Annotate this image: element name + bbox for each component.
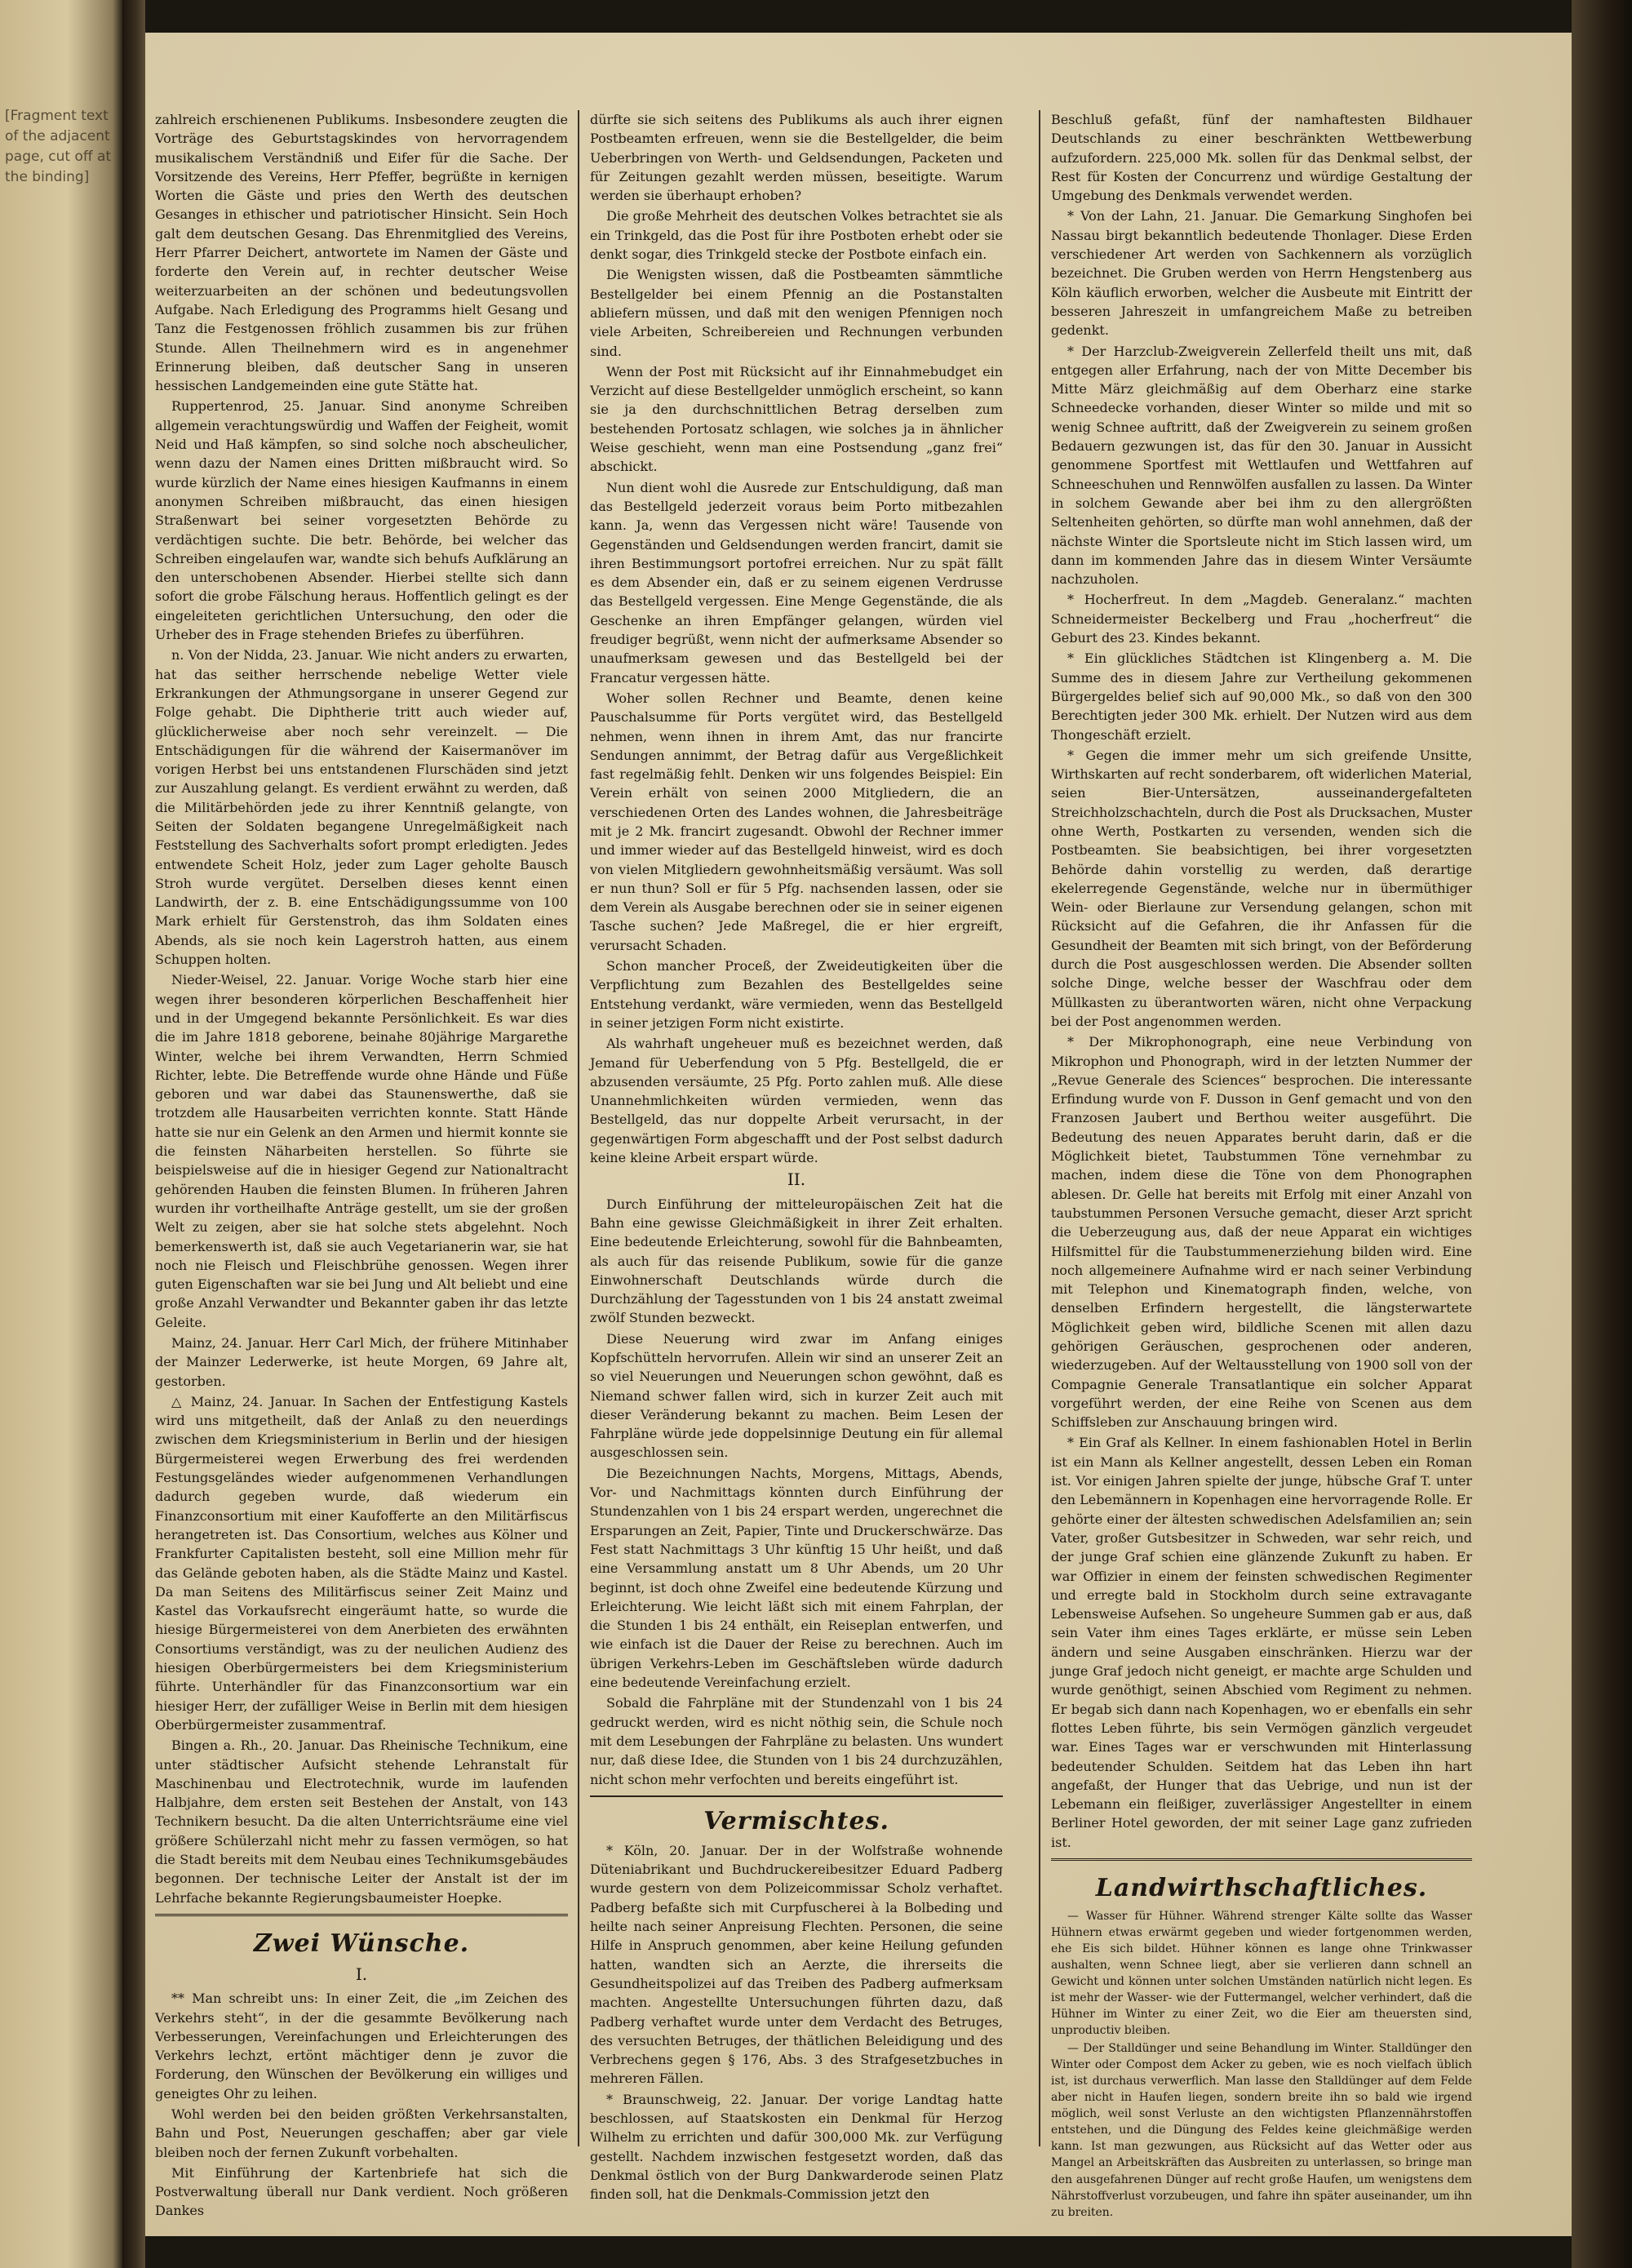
article-paragraph: * Ein glückliches Städtchen ist Klingenberg a. M. Die Summe des in diesem Jahre zur Vertheilung gekommenen Bürgergeldes belief sich auf 90,000 Mk., so daß von den 300 Berechtigten jeder 300 Mk. erhielt. Der Nutzen wird aus dem Thongeschäft erzielt. xyxy=(1051,650,1472,743)
article-paragraph: — Wasser für Hühner. Während strenger Kälte sollte das Wasser Hühnern etwas erwärmt gegeben und wieder fortgenommen werden, ehe Eis sich bildet. Hühner können es lange ohne Trinkwasser aushalten, wenn Schnee liegt, aber sie verlieren dann schnell an Gewicht und können unter solchen Umständen natürlich nicht legen. Es ist mehr der Wasser- wie der Futtermangel, welcher verhindert, daß die Hühner im Winter zu einer Zeit, wo die Eier am theuersten sind, unproductiv bleiben. xyxy=(1051,1910,1472,2038)
section-heading: Landwirthschaftliches. xyxy=(1095,1874,1428,1903)
article-paragraph: Schon mancher Proceß, der Zweideutigkeiten über die Verpflichtung zum Bezahlen des Bestellgeldes seine Entstehung verdankt, wäre vermieden, wenn das Bestellgeld in seiner jetzigen Form nicht existirte. xyxy=(590,958,1003,1031)
article-paragraph: * Von der Lahn, 21. Januar. Die Gemarkung Singhofen bei Nassau birgt bekanntlich bedeutende Thonlager. Diese Erden verschiedener Art werden von Sachkennern als vorzüglich bezeichnet. Die Gruben werden von Herrn Hengstenberg aus Köln käuflich erworben, welcher die Ausbeute mit Eintritt der besseren Jahreszeit in umfangreichem Maße zu betreiben gedenkt. xyxy=(1051,208,1472,339)
adjacent-page-fragment xyxy=(0,0,122,2268)
section-rule xyxy=(590,1795,1003,1797)
article-paragraph: Sobald die Fahrpläne mit der Stundenzahl von 1 bis 24 gedruckt werden, wird es nicht nöthig sein, die Schule noch mit dem Lesebungen der Fahrpläne zu belasten. Uns wundert nur, daß diese Idee, die Stunden von 1 bis 24 durchzuzählen, nicht schon mehr verfochten und bereits eingeführt ist. xyxy=(590,1695,1003,1787)
article-paragraph: * Der Mikrophonograph, eine neue Verbindung von Mikrophon und Phonograph, wird in der letzten Nummer der „Revue Generale des Sciences“ besprochen. Die interessante Erfindung wurde von F. Dusson in Genf gemacht und von den Franzosen Jaubert und Berthou weiter ausgeführt. Die Bedeutung des neuen Apparates beruht darin, daß er die Möglichkeit bietet, Taubstummen Töne vernehmbar zu machen, indem diese die Töne von dem Phonographen ablesen. Dr. Gelle hat bereits mit Erfolg mit einer Anzahl von taubstummen Personen Versuche gemacht, dieser Arzt spricht die Ueberzeugung aus, daß der neue Apparat ein wichtiges Hilfsmittel für die Taubstummenerziehung bilden wird. Eine noch allgemeinere Aufnahme wird er nach seiner Verbindung mit Telephon und Kinematograph finden, welche, von denselben Erfindern hergestellt, die längsterwartete Möglichkeit geben wird, bildliche Scenen mit allen dazu gehörigen Geräuschen, gesprochenen oder anderen, wiederzugeben. Auf der Weltausstellung von 1900 soll von der Compagnie Generale Transatlantique ein solcher Apparat vorgeführt werden, der eine Reihe von Scenen aus dem Schiffsleben zur Anschauung bringen wird. xyxy=(1051,1034,1472,1431)
article-paragraph: Wenn der Post mit Rücksicht auf ihr Einnahmebudget ein Verzicht auf diese Bestellgelder unmöglich erscheint, so kann sie ja den durchschnittlichen Betrag derselben zum bestehenden Portosatz schlagen, wie solches ja in ähnlicher Weise geschieht, wenn man eine Postsendung „ganz frei“ abschickt. xyxy=(590,363,1003,475)
article-paragraph: Wohl werden bei den beiden größten Verkehrsanstalten, Bahn und Post, Neuerungen geschaffen; aber gar viele bleiben noch der fernen Zukunft vorbehalten. xyxy=(155,2106,568,2160)
adjacent-page-text: [Fragment text of the adjacent page, cut off at the binding] xyxy=(5,108,112,185)
article-paragraph: △ Mainz, 24. Januar. In Sachen der Entfestigung Kastels wird uns mitgetheilt, daß der Anlaß zu den neuerdings zwischen dem Kriegsministerium in Berlin und der hiesigen Bürgermeisterei wegen Erwerbung des frei werdenden Festungsgeländes wieder aufgenommenen Verhandlungen dadurch gegeben wurde, daß wiederum ein Finanzconsortium mit einer Kaufofferte an den Militärfiscus herangetreten ist. Das Consortium, welches aus Kölner und Frankfurter Capitalisten besteht, soll eine Million mehr für das Gelände geboten haben, als die Städte Mainz und Kastel. Da man Seitens des Militärfiscus seiner Zeit Mainz und Kastel das Vorkaufsrecht eingeräumt hatte, so wurde die hiesige Bürgermeisterei von dem Anerbieten des erwähnten Consortiums verständigt, was zu der neulichen Audienz des hiesigen Oberbürgermeisters bei dem Kriegsministerium führte. Unterhändler für das Finanzconsortium war ein hiesiger Herr, der zufälliger Weise in Berlin mit dem hiesigen Oberbürgermeister zusammentraf. xyxy=(155,1393,568,1733)
article-paragraph: * Ein Graf als Kellner. In einem fashionablen Hotel in Berlin ist ein Mann als Kellner angestellt, dessen Leben ein Roman ist. Vor einigen Jahren spielte der junge, hübsche Graf T. unter den Lebemännern in Kopenhagen eine hervorragende Rolle. Er gehörte einer der ältesten schwedischen Adelsfamilien an; sein Vater, großer Gutsbesitzer in Schweden, war sehr reich, und der junge Graf schien eine glänzende Zukunft zu haben. Er war Offizier in einem der feinsten schwedischen Regimenter und erregte bald in Stockholm durch seine extravagante Lebensweise Aufsehen. So ungeheure Summen gab er aus, daß sein Vater ihm eines Tages erklärte, er müsse sein Leben ändern und seine Ausgaben einschränken. Hierzu war der junge Graf jedoch nicht geneigt, er machte arge Schulden und wurde genöthigt, seinen Abschied vom Regiment zu nehmen. Er begab sich dann nach Kopenhagen, wo er ebenfalls ein sehr flottes Leben führte, bis sein Vermögen gänzlich vergeudet war. Eines Tages war er verschwunden mit Hinterlassung bedeutender Schulden. Seitdem hat das Leben ihn hart angefaßt, der Hunger that das Uebrige, und nun ist der Lebemann ein fleißiger, zuverlässiger Angestellter in einem Berliner Hotel geworden, der mit seiner Lage ganz zufrieden ist. xyxy=(1051,1435,1472,1850)
newspaper-page xyxy=(145,33,1572,2236)
article-paragraph: Ruppertenrod, 25. Januar. Sind anonyme Schreiben allgemein verachtungswürdig und Waffen der Feigheit, womit Neid und Haß kämpfen, so sind solche noch abscheulicher, wenn dazu der Namen eines Dritten mißbraucht wird. So wurde kürzlich der Name eines hiesigen Kaufmanns in einem anonymen Schreiben mißbraucht, das einen hiesigen Straßenwart bei seiner vorgesetzten Behörde zu verdächtigen suchte. Die betr. Behörde, bei welcher das Schreiben eingelaufen war, wandte sich behufs Aufklärung an den unterschobenen Absender. Hierbei stellte sich dann sofort die grobe Fälschung heraus. Hoffentlich gelingt es der eingeleiteten gerichtlichen Untersuchung, den oder die Urheber des in Frage stehenden Briefes zu überführen. xyxy=(155,398,568,643)
article-paragraph: — Der Stalldünger und seine Behandlung im Winter. Stalldünger den Winter oder Compost dem Acker zu geben, wie es noch vielfach üblich ist, ist durchaus verwerflich. Man lasse den Stalldünger auf dem Felde aber nicht in Haufen liegen, sondern breite ihn so bald wie irgend möglich, weil sonst Verluste an den wichtigsten Pflanzennährstoffen entstehen, und die Düngung des Feldes keine gleichmäßige werden kann. Ist man gezwungen, aus Rücksicht auf das Wetter oder aus Mangel an Arbeitskräften das Ausbreiten zu unterlassen, so bringe man den ausgefahrenen Dünger auf recht große Haufen, um wenigstens dem Nährstoffverlust vorzubeugen, und fahre ihn später auseinander, um ihn zu breiten. xyxy=(1051,2042,1472,2219)
article-paragraph: Mit Einführung der Kartenbriefe hat sich die Postverwaltung überall nur Dank verdient. Noch größeren Dankes xyxy=(155,2164,568,2219)
column-1 xyxy=(155,110,568,2222)
section-numeral: I. xyxy=(355,1964,368,1984)
section-heading: Vermischtes. xyxy=(703,1806,889,1835)
article-paragraph: * Braunschweig, 22. Januar. Der vorige Landtag hatte beschlossen, auf Staatskosten ein Denkmal für Herzog Wilhelm zu errichten und dafür 300,000 Mk. zur Verfügung gestellt. Nachdem inzwischen festgesetzt worden, daß das Denkmal östlich von der Burg Dankwarderode seinen Platz finden soll, hat die Denkmals-Commission jetzt den xyxy=(590,2091,1003,2203)
column-divider xyxy=(1039,110,1040,2146)
article-paragraph: Nun dient wohl die Ausrede zur Entschuldigung, daß man das Bestellgeld jederzeit voraus beim Porto mitbezahlen kann. Ja, wenn das Vergessen nicht wäre! Tausende von Gegenständen und Geldsendungen werden francirt, damit sie ihren Bestimmungsort portofrei erreichen. Nur zu spät fällt es dem Absender ein, daß er zu seinem eigenen Verdrusse das Bestellgeld vergessen. Eine Menge Gegenstände, die als Geschenke an ihren Empfänger gelangen, würden viel freudiger begrüßt, wenn nicht der aufmerksame Absender so unaufmerksam gewesen und das Bestellgeld bei der Francatur vergessen hätte. xyxy=(590,479,1003,686)
column-3 xyxy=(1051,110,1472,2222)
article-paragraph: Die Wenigsten wissen, daß die Postbeamten sämmtliche Bestellgelder bei einem Pfennig an die Postanstalten abliefern müssen, und daß mit den wenigen Pfennigen noch viele Arbeiten, Schreibereien und Rechnungen verbunden sind. xyxy=(590,267,1003,359)
article-paragraph: Die große Mehrheit des deutschen Volkes betrachtet sie als ein Trinkgeld, das die Post für ihre Postboten erhebt oder sie denkt sogar, dies Trinkgeld stecke der Postbote einfach ein. xyxy=(590,208,1003,263)
article-paragraph: * Der Harzclub-Zweigverein Zellerfeld theilt uns mit, daß entgegen aller Erfahrung, nach der von Mitte December bis Mitte März gleichmäßig auf dem Oberharz eine starke Schneedecke vorhanden, dieser Winter so milde und mit so wenig Schnee auftritt, daß der Zweigverein zu seinem großen Bedauern gezwungen ist, das für den 30. Januar in Aussicht genommene Sportfest mit Wettlaufen und Wettfahren auf Schneeschuhen und Rennwölfen ausfallen zu lassen. Da Winter in solchem Gewande aber bei ihm zu den allergrößten Seltenheiten gehörten, so dürfte man wohl annehmen, daß der nächste Winter die Sportsleute nicht im Stich lassen wird, um dann im kommenden Jahre das in diesem Winter Versäumte nachzuholen. xyxy=(1051,343,1472,588)
article-paragraph: Beschluß gefaßt, fünf der namhaftesten Bildhauer Deutschlands zu einer beschränkten Wettbewerbung aufzufordern. 225,000 Mk. sollen für das Denkmal selbst, der Rest für Kosten der Concurrenz und würdige Gestaltung der Umgebung des Denkmals verwendet werden. xyxy=(1051,112,1472,204)
article-paragraph: n. Von der Nidda, 23. Januar. Wie nicht anders zu erwarten, hat das seither herrschende nebelige Wetter viele Erkrankungen der Athmungsorgane in unserer Gegend zur Folge gehabt. Die Diphtherie tritt auch wieder auf, glücklicherweise aber noch sehr vereinzelt. — Die Entschädigungen für die während der Kaisermanöver im vorigen Herbst bei uns entstandenen Flurschäden sind jetzt zur Auszahlung gelangt. Es verdient erwähnt zu werden, daß die Militärbehörden jede zu ihrer Kenntniß gelangte, von Seiten der Soldaten begangene Unregelmäßigkeit nach Feststellung des Sachverhalts sofort prompt erledigten. Jedes entwendete Scheit Holz, jeder zum Lager geholte Bausch Stroh wurde vergütet. Derselben dieses kennt einen Landwirth, der z. B. eine Entschädigungssumme von 100 Mark erhielt für Gerstenstroh, das ihm Soldaten eines Abends, als sie noch kein Lagerstroh hatten, aus einem Schuppen holten. xyxy=(155,647,568,968)
section-rule xyxy=(1051,1858,1472,1864)
article-paragraph: Nieder-Weisel, 22. Januar. Vorige Woche starb hier eine wegen ihrer besonderen körperlichen Beschaffenheit hier und in der Umgegend bekannte Persönlichkeit. Es war dies die im Jahre 1818 geborene, beinahe 80jährige Margarethe Winter, welche bei ihrem Verwandten, Herrn Schmied Richter, lebte. Die Betreffende wurde ohne Hände und Füße geboren und war dabei das Staunenswerthe, daß sie trotzdem alle Hausarbeiten verrichten konnte. Statt Hände hatte sie nur ein Gelenk an den Armen und hiermit konnte sie die feinsten Näharbeiten herstellen. So führte sie beispielsweise auf die in hiesiger Gegend zur Nationaltracht gehörenden Hauben die feinsten Blumen. In früheren Jahren wurden ihr vortheilhafte Anträge gestellt, um sie der großen Welt zu zeigen, aber sie hat solche stets abgelehnt. Noch bemerkenswerth ist, daß sie auch Vegetarianerin war, sie hat noch nie Fleisch und Fleischbrühe genossen. Wegen ihrer guten Eigenschaften war sie bei Jung und Alt beliebt und eine große Anzahl Verwandter und Bekannter gaben ihr das letzte Geleite. xyxy=(155,972,568,1330)
article-paragraph: Bingen a. Rh., 20. Januar. Das Rheinische Technikum, eine unter städtischer Aufsicht stehende Lehranstalt für Maschinenbau und Electrotechnik, wurde im laufenden Halbjahre, dem ersten seit Bestehen der Anstalt, von 143 Technikern besucht. Da die alten Unterrichtsräume eine viel größere Schülerzahl nicht mehr zu fassen vermögen, so hat die Stadt bereits mit dem Neubau eines Technikumsgebäudes begonnen. Der technische Leiter der Anstalt ist der im Lehrfache bekannte Regierungsbaumeister Hoepke. xyxy=(155,1738,568,1906)
article-paragraph: Die Bezeichnungen Nachts, Morgens, Mittags, Abends, Vor- und Nachmittags könnten durch Einführung der Stundenzahlen von 1 bis 24 erspart werden, ungerechnet die Ersparungen an Zeit, Papier, Tinte und Druckerschwärze. Das Fest statt Nachmittags 3 Uhr künftig 15 Uhr heißt, und daß eine Versammlung anstatt um 8 Uhr Abends, um 20 Uhr beginnt, ist doch ohne Zweifel eine bedeutende Kürzung und Erleichterung. Wie leicht läßt sich mit einem Fahrplan, der die Stunden 1 bis 24 enthält, ein Reiseplan entwerfen, und wie einfach ist die Dauer der Reise zu berechnen. Auch im übrigen Verkehrs-Leben im Geschäftsleben würde dadurch eine bedeutende Vereinfachung erzielt. xyxy=(590,1465,1003,1691)
article-paragraph: ** Man schreibt uns: In einer Zeit, die „im Zeichen des Verkehrs steht“, in der die gesammte Bevölkerung nach Verbesserungen, Vereinfachungen und Erleichterungen des Verkehrs lechzt, ertönt mächtiger denn je zuvor die Forderung, den Wünschen der Bevölkerung ein williges und geneigtes Ohr zu leihen. xyxy=(155,1991,568,2102)
article-paragraph: Diese Neuerung wird zwar im Anfang einiges Kopfschütteln hervorrufen. Allein wir sind an unserer Zeit an so viel Neuerungen und Neuerungen schon gewöhnt, daß es Niemand schwer fallen wird, sich in kurzer Zeit auch mit dieser Veränderung bekannt zu machen. Beim Lesen der Fahrpläne würde jede doppelsinnige Deutung ein für allemal ausgeschlossen sein. xyxy=(590,1330,1003,1461)
article-paragraph: Woher sollen Rechner und Beamte, denen keine Pauschalsumme für Ports vergütet wird, das Bestellgeld nehmen, wenn ihnen in ihrem Amt, das nur francirte Sendungen annimmt, der Betrag dafür aus Vergeßlichkeit fast regelmäßig fehlt. Denken wir uns folgendes Beispiel: Ein Verein erhält von seinen 2000 Mitgliedern, die an verschiedenen Orten des Landes wohnen, die Jahresbeiträge mit je 2 Mk. francirt zugesandt. Obwohl der Rechner immer und immer wieder auf das Bestellgeld hinweist, wird es doch von vielen Mitgliedern gewohnheitsmäßig versäumt. Was soll er nun thun? Soll er für 5 Pfg. nachsenden lassen, oder sie dem Verein als Ausgabe berechnen oder sie in seiner eigenen Tasche suchen? Jede Maßregel, die er hier ergreift, verursacht Schaden. xyxy=(590,690,1003,953)
column-2 xyxy=(590,110,1003,2205)
book-gutter xyxy=(122,0,145,2268)
column-divider xyxy=(578,110,579,2146)
article-paragraph: * Köln, 20. Januar. Der in der Wolfstraße wohnende Düteniabrikant und Buchdruckereibesitzer Eduard Padberg wurde gestern von dem Polizeicommissar Scholz verhaftet. Padberg befaßte sich mit Curpfuscherei à la Bolbeding und heilte nach seiner Anpreisung Flechten. Personen, die seine Hilfe in Anspruch genommen, aber keine Heilung gefunden hatten, wandten sich an Aerzte, die ihrerseits die Gesundheitspolizei auf das Treiben des Padberg aufmerksam machten. Angestellte Untersuchungen führten dazu, daß Padberg verhaftet wurde unter dem Verdacht des Betruges, des versuchten Betruges, der thätlichen Beleidigung und des Verbrechens gegen § 176, Abs. 3 des Strafgesetzbuches in mehreren Fällen. xyxy=(590,1842,1003,2087)
article-paragraph: dürfte sie sich seitens des Publikums als auch ihrer eignen Postbeamten erfreuen, wenn sie die Bestellgelder, die beim Ueberbringen von Werth- und Geldsendungen, Packeten und für Zeitungen gezahlt werden müssen, beseitigte. Warum werden sie überhaupt erhoben? xyxy=(590,112,1003,204)
article-paragraph: Mainz, 24. Januar. Herr Carl Mich, der frühere Mitinhaber der Mainzer Lederwerke, ist heute Morgen, 69 Jahre alt, gestorben. xyxy=(155,1335,568,1389)
section-heading: Zwei Wünsche. xyxy=(253,1928,470,1958)
section-numeral: II. xyxy=(787,1170,806,1190)
article-paragraph: Durch Einführung der mitteleuropäischen Zeit hat die Bahn eine gewisse Gleichmäßigkeit in ihrer Zeit erhalten. Eine bedeutende Erleichterung, sowohl für die Bahnbeamten, als auch für das reisende Publikum, sowie für die ganze Einwohnerschaft Deutschlands würde durch die Durchzählung der Tagesstunden von 1 bis 24 anstatt zweimal zwölf Stunden bezweckt. xyxy=(590,1196,1003,1326)
section-rule xyxy=(155,1914,568,1920)
article-paragraph: * Gegen die immer mehr um sich greifende Unsitte, Wirthskarten auf recht sonderbarem, oft widerlichen Material, seien Bier-Untersätzen, ausseinandergefalteten Streichholzschachteln, durch die Post als Drucksachen, Muster ohne Werth, Postkarten zu versenden, wenden sich die Postbeamten. Sie beabsichtigen, bei ihrer vorgesetzten Behörde dahin vorstellig zu werden, daß derartige ekelerregende Gegenstände, welche nur in übermüthiger Wein- oder Bierlaune zur Versendung gelangen, schon mit Rücksicht auf die Gefahren, die ihr Anfassen für die Gesundheit der Beamten mit sich bringt, von der Beförderung durch die Post ausgeschlossen werden. Die Absender sollten solche Dinge, welche besser der Waschfrau oder dem Müllkasten zu überantworten wären, nicht ohne Verpackung bei der Post angenommen werden. xyxy=(1051,747,1472,1029)
article-paragraph: zahlreich erschienenen Publikums. Insbesondere zeugten die Vorträge des Geburtstagskindes von hervorragendem musikalischem Verständniß und Eifer für die Sache. Der Vorsitzende des Vereins, Herr Pfeffer, begrüßte in kernigen Worten die Gäste und pries den Werth des deutschen Gesanges in ethischer und patriotischer Hinsicht. Sein Hoch galt dem deutschen Gesang. Das Ehrenmitglied des Vereins, Herr Pfarrer Deichert, antwortete im Namen der Gäste und forderte den Verein auf, in rechter deutscher Weise weiterzuarbeiten an der schönen und bedeutungsvollen Aufgabe. Nach Erledigung des Programms hielt Gesang und Tanz die Festgenossen fröhlich zusammen bis zur frühen Stunde. Allen Theilnehmern wird es in angenehmer Erinnerung bleiben, daß deutscher Sang in unseren hessischen Landgemeinden eine gute Stätte hat. xyxy=(155,112,568,394)
article-paragraph: * Hocherfreut. In dem „Magdeb. Generalanz.“ machten Schneidermeister Beckelberg und Frau „hocherfreut“ die Geburt des 23. Kindes bekannt. xyxy=(1051,592,1472,646)
article-paragraph: Als wahrhaft ungeheuer muß es bezeichnet werden, daß Jemand für Ueberfendung von 5 Pfg. Bestellgeld, die er abzusenden versäumte, 25 Pfg. Porto zahlen muß. Alle diese Unannehmlichkeiten würden vermieden, wenn das Bestellgeld, das nur doppelte Arbeit verursacht, in der gegenwärtigen Form abgeschafft und der Post selbst dadurch keine kleine Arbeit erspart würde. xyxy=(590,1036,1003,1166)
book-binding-edge xyxy=(1572,0,1632,2268)
